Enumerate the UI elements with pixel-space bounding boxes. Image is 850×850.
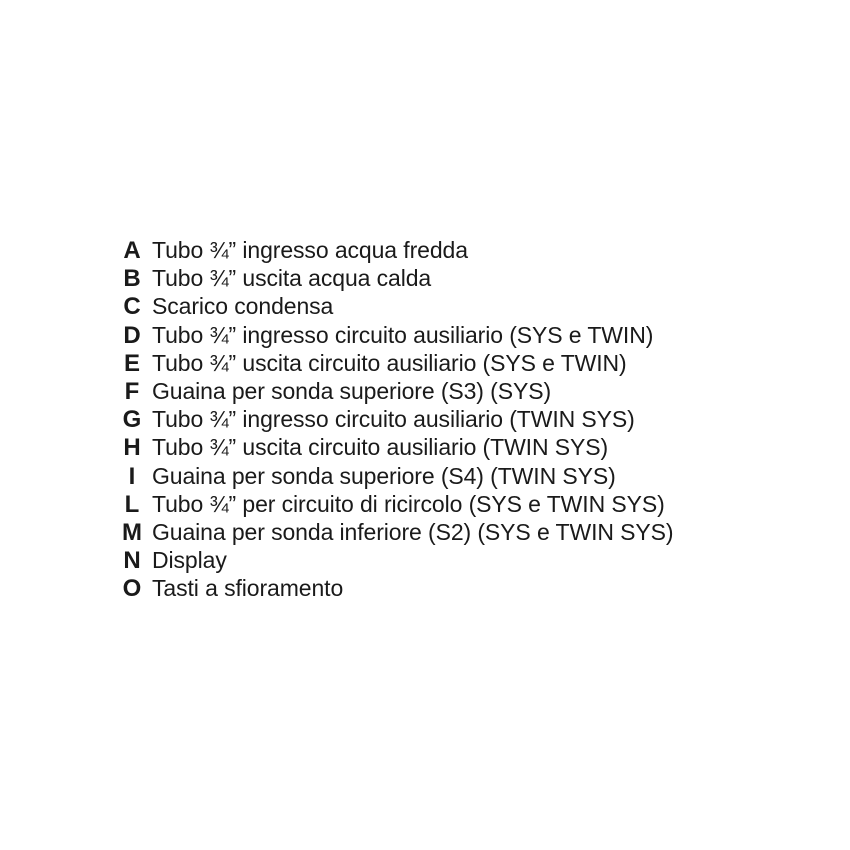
legend-item-e: [112, 349, 832, 377]
legend-key: A: [123, 237, 141, 264]
legend-item-g: [112, 405, 832, 433]
legend-item-a: [112, 236, 832, 264]
legend-item-h: [112, 433, 832, 461]
legend-text: Tubo ¾” uscita acqua calda: [152, 265, 432, 292]
legend-item-c: [112, 292, 832, 320]
legend-key: C: [123, 293, 141, 321]
legend-text: Tubo ¾” per circuito di ricircolo (SYS e TWIN SYS): [152, 490, 665, 517]
legend-key: M: [122, 518, 142, 546]
legend-text: Tubo ¾” ingresso circuito ausiliario (TWIN SYS): [152, 406, 635, 433]
legend-key: O: [122, 575, 142, 603]
legend-key: E: [123, 349, 140, 377]
legend-item-f: [112, 377, 832, 405]
legend-item-m: [112, 518, 832, 546]
legend-text: Tasti a sfioramento: [152, 575, 344, 602]
legend-text: Tubo ¾” ingresso circuito ausiliario (SYS e TWIN): [152, 321, 654, 348]
legend-text: Guaina per sonda inferiore (S2) (SYS e TWIN SYS): [152, 518, 674, 545]
legend-item-d: [112, 321, 832, 349]
legend-text: Tubo ¾” uscita circuito ausiliario (TWIN SYS): [152, 434, 609, 461]
legend-item-o: [112, 574, 832, 602]
legend-text: Guaina per sonda superiore (S4) (TWIN SYS): [152, 462, 616, 489]
legend-text: Tubo ¾” ingresso acqua fredda: [152, 237, 468, 263]
legend-text: Guaina per sonda superiore (S3) (SYS): [152, 377, 552, 404]
legend-key: H: [123, 434, 141, 462]
legend-key: I: [128, 462, 136, 490]
legend-item-b: [112, 264, 832, 292]
legend-list: [112, 236, 832, 602]
legend-text: Tubo ¾” uscita circuito ausiliario (SYS e TWIN): [152, 349, 627, 376]
legend-key: F: [124, 377, 140, 405]
legend-item-i: [112, 462, 832, 490]
legend-key: N: [123, 547, 141, 575]
legend-key: G: [122, 406, 142, 434]
legend-text: Display: [152, 547, 227, 574]
legend-key: L: [124, 490, 140, 518]
legend-item-n: [112, 546, 832, 574]
legend-item-l: [112, 490, 832, 518]
legend-key: D: [123, 321, 141, 349]
legend-key: B: [123, 265, 141, 293]
legend-text: Scarico condensa: [152, 293, 334, 320]
